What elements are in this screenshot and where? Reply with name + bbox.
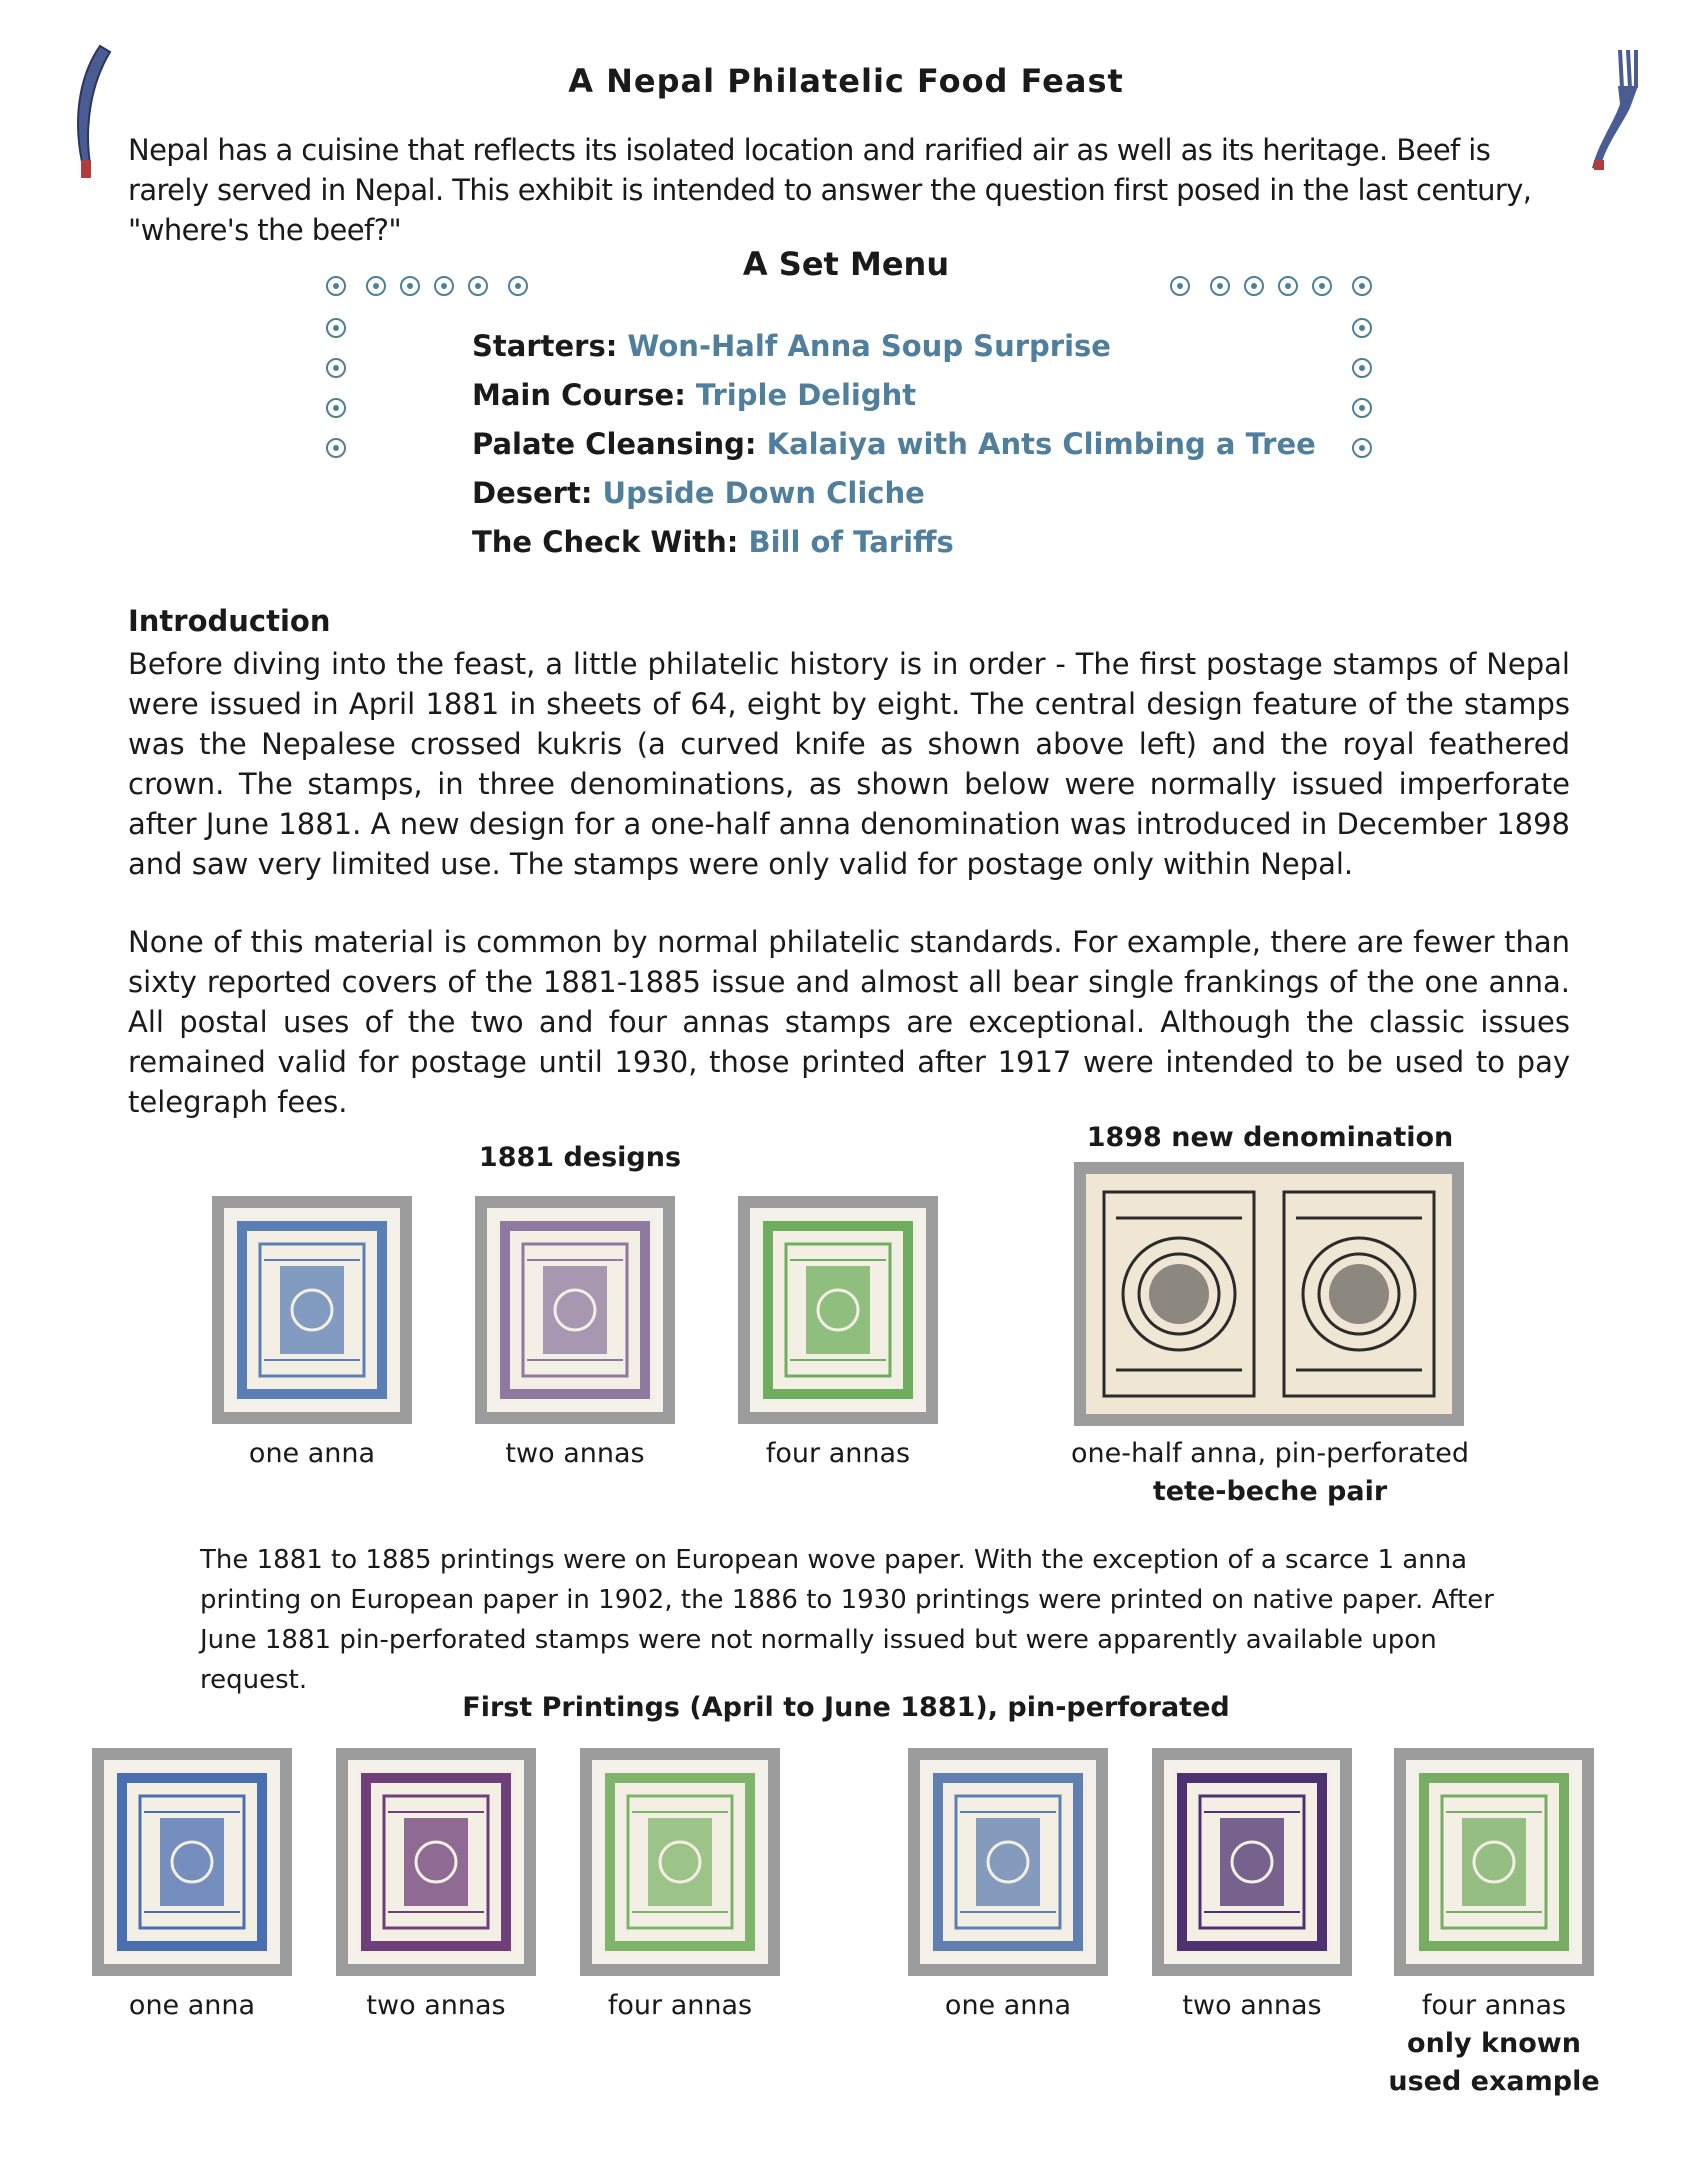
stamp-frame [212,1196,412,1424]
menu-item-value: Triple Delight [695,378,917,412]
menu-list [472,322,1316,567]
stamp-design-icon [224,1208,400,1412]
printing-note: The 1881 to 1885 printings were on European wove paper. With the exception of a scarce 1 anna printing on European paper in 1902, the 1886 to 1930 printings were printed on native paper. After June 1881 pin-perforated stamps were not normally issued but were apparently available upon request. [200,1545,1494,1695]
stamp-design-icon [750,1208,926,1412]
intro-paragraph: Nepal has a cuisine that reflects its isolated location and rarified air as well as its heritage. Beef is rarely served in Nepal. This exhibit is intended to answer the question first posed in the last century, "where's the beef?" [128,133,1532,247]
tete-beche-pair-frame [1074,1162,1464,1426]
stamp-design-icon [1164,1760,1340,1964]
stamp-frame [336,1748,536,1976]
stamp-caption: one-half anna, pin-perforated [1070,1438,1470,1469]
menu-item-label: Palate Cleansing: [472,427,757,461]
stamp-frame [738,1196,938,1424]
menu-item [472,420,1316,469]
menu-item-value: Bill of Tariffs [748,525,954,559]
stamp-design-icon [1406,1760,1582,1964]
stamp-image [1406,1760,1582,1964]
stamp-caption: one anna [944,1990,1072,2021]
stamp-caption: four annas [765,1438,911,1469]
menu-item-value: Upside Down Cliche [602,476,925,510]
menu-item-label: Starters: [472,329,618,363]
stamp-image [348,1760,524,1964]
stamp-caption: one anna [128,1990,256,2021]
stamp-caption-bold: only known [1407,2028,1581,2059]
menu-item-value: Won-Half Anna Soup Surprise [627,329,1111,363]
stamp-design-icon [348,1760,524,1964]
stamp-caption: two annas [1182,1990,1322,2021]
stamp-frame [92,1748,292,1976]
stamp-frame [475,1196,675,1424]
menu-item [472,469,1316,518]
introduction-paragraph-2: None of this material is common by normal philatelic standards. For example, there are fewer than sixty reported covers of the 1881-1885 issue and almost all bear single frankings of the one anna. All postal uses of the two and four annas stamps are exceptional. Although the classic issues remained valid for postage until 1930, those printed after 1917 were intended to be used to pay telegraph fees. [128,925,1570,1119]
introduction-heading: Introduction [128,604,331,638]
designs-1881-heading: 1881 designs [478,1142,682,1173]
stamp-caption-bold: used example [1388,2066,1600,2097]
menu-item-label: Main Course: [472,378,686,412]
menu-item-value: Kalaiya with Ants Climbing a Tree [766,427,1316,461]
stamp-frame [1152,1748,1352,1976]
stamp-image [750,1208,926,1412]
menu-item [472,322,1316,371]
menu-item-label: Desert: [472,476,593,510]
stamp-caption: one anna [248,1438,376,1469]
stamp-caption: four annas [1421,1990,1567,2021]
menu-item [472,371,1316,420]
stamp-caption-bold: tete-beche pair [1152,1476,1388,1507]
stamp-image [487,1208,663,1412]
designs-1898-heading: 1898 new denomination [1086,1122,1454,1153]
stamp-caption: four annas [607,1990,753,2021]
stamp-image [592,1760,768,1964]
stamp-image [104,1760,280,1964]
menu-item [472,518,1316,567]
stamp-image [1164,1760,1340,1964]
stamp-image [224,1208,400,1412]
stamp-frame [908,1748,1108,1976]
stamp-image [920,1760,1096,1964]
stamp-design-icon [592,1760,768,1964]
menu-title: A Set Menu [742,245,950,283]
first-printings-heading: First Printings (April to June 1881), pin-perforated [462,1692,1230,1723]
introduction-paragraph-1: Before diving into the feast, a little philatelic history is in order - The first postage stamps of Nepal were issued in April 1881 in sheets of 64, eight by eight. The central design feature of the stamps was the Nepalese crossed kukris (a curved knife as shown above left) and the royal feathered crown. The stamps, in three denominations, as shown below were normally issued imperforate after June 1881. A new design for a one-half anna denomination was introduced in December 1898 and saw very limited use. The stamps were only valid for postage only within Nepal. [128,647,1570,881]
stamp-frame [1394,1748,1594,1976]
stamp-design-icon [487,1208,663,1412]
page-title: A Nepal Philatelic Food Feast [568,62,1124,100]
menu-item-label: The Check With: [472,525,739,559]
stamp-caption: two annas [366,1990,506,2021]
stamp-frame [580,1748,780,1976]
stamp-design-icon [104,1760,280,1964]
stamp-caption: two annas [505,1438,645,1469]
stamp-design-icon [920,1760,1096,1964]
tete-beche-pair-image [1086,1174,1452,1414]
